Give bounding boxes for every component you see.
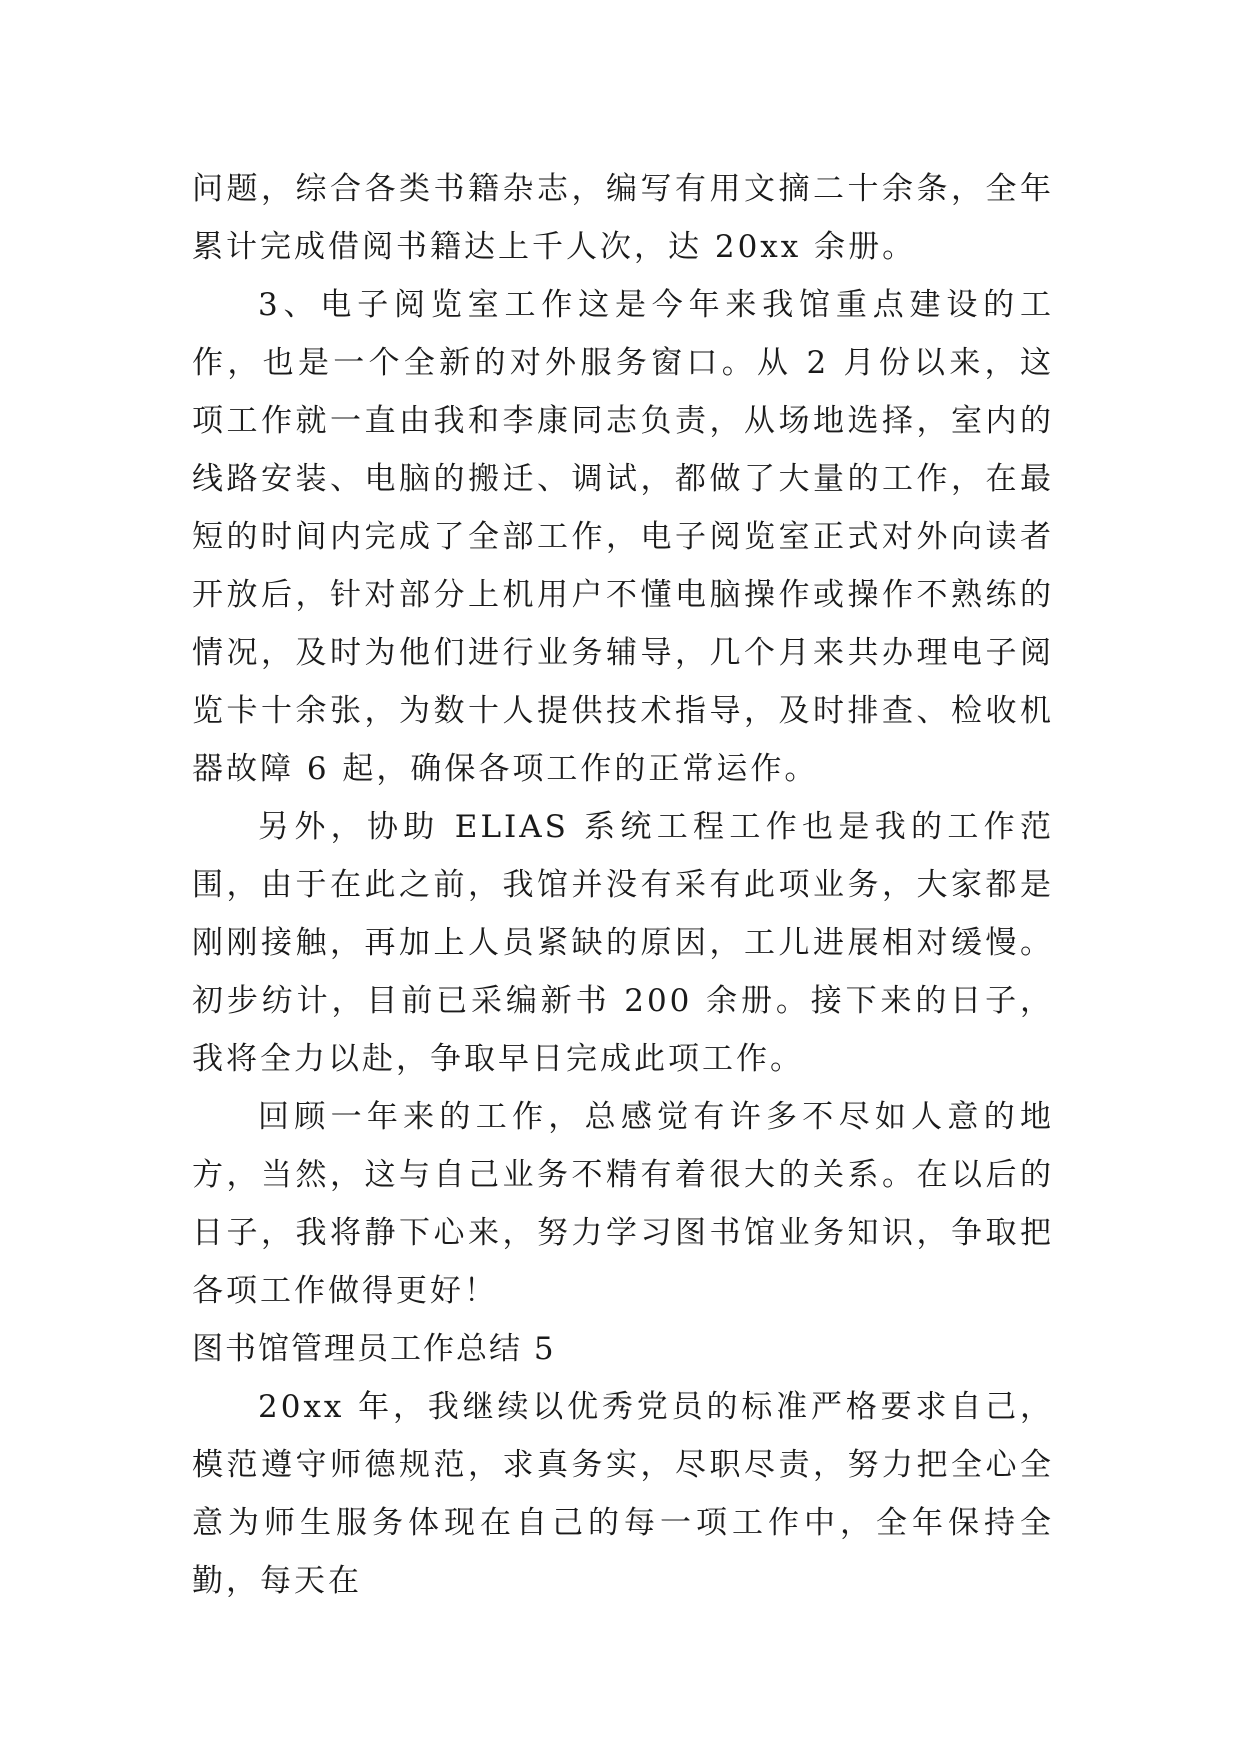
paragraph-continuation: 问题，综合各类书籍杂志，编写有用文摘二十余条，全年累计完成借阅书籍达上千人次，达 20xx 余册。: [192, 171, 1054, 265]
document-body: [192, 160, 1054, 1610]
paragraph-review: 回顾一年来的工作，总感觉有许多不尽如人意的地方，当然，这与自己业务不精有着很大的关系。在以后的日子，我将静下心来，努力学习图书馆业务知识，争取把各项工作做得更好！: [192, 1099, 1054, 1309]
section-heading: 图书馆管理员工作总结 5: [192, 1331, 556, 1367]
paragraph-elias-system: 另外，协助 ELIAS 系统工程工作也是我的工作范围，由于在此之前，我馆并没有采有此项业务，大家都是刚刚接触，再加上人员紧缺的原因，工儿进展相对缓慢。初步纺计，目前已采编新书 200 余册。接下来的日子，我将全力以赴，争取早日完成此项工作。: [192, 809, 1054, 1077]
paragraph-e-reading-room: 3、电子阅览室工作这是今年来我馆重点建设的工作，也是一个全新的对外服务窗口。从 2 月份以来，这项工作就一直由我和李康同志负责，从场地选择，室内的线路安装、电脑的搬迁、调试，都做了大量的工作，在最短的时间内完成了全部工作，电子阅览室正式对外向读者开放后，针对部分上机用户不懂电脑操作或操作不熟练的情况，及时为他们进行业务辅导，几个月来共办理电子阅览卡十余张，为数十人提供技术指导，及时排查、检收机器故障 6 起，确保各项工作的正常运作。: [192, 287, 1054, 787]
paragraph-20xx-year: 20xx 年，我继续以优秀党员的标准严格要求自己，模范遵守师德规范，求真务实，尽职尽责，努力把全心全意为师生服务体现在自己的每一项工作中，全年保持全勤，每天在: [192, 1389, 1054, 1599]
